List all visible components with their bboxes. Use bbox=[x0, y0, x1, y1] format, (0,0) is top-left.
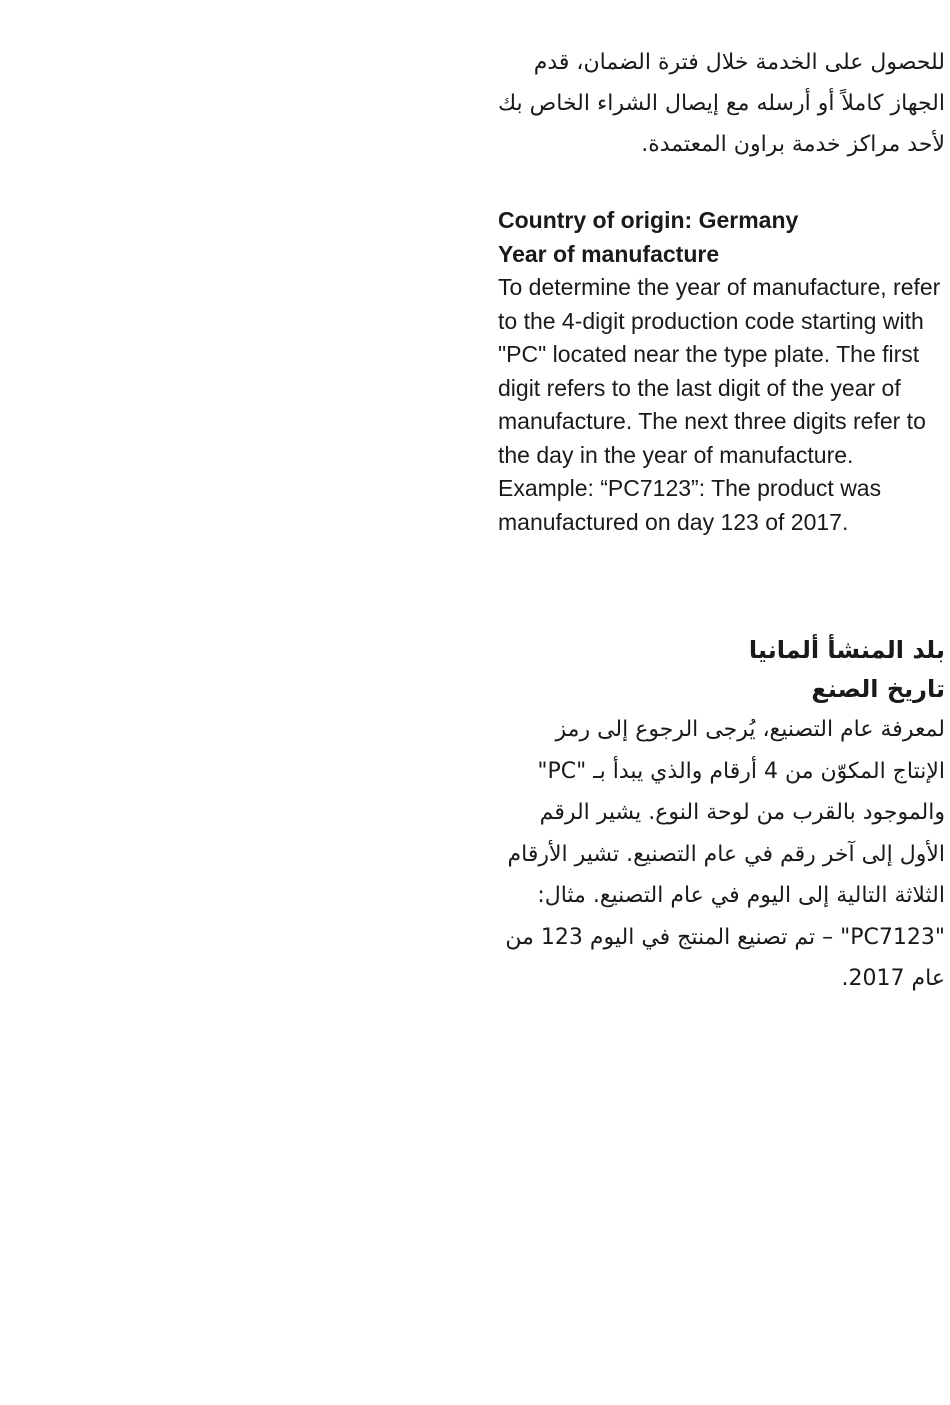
arabic-service-section bbox=[498, 42, 945, 165]
arabic-origin-section bbox=[498, 631, 945, 1000]
arabic-year-of-manufacture-heading: تاريخ الصنع bbox=[811, 675, 945, 703]
arabic-service-paragraph: للحصول على الخدمة خلال فترة الضمان، قدم الجهاز كاملاً أو أرسله مع إيصال الشراء الخاص بك لأحد مراكز خدمة براون المعتمدة. bbox=[497, 50, 945, 157]
year-of-manufacture-heading: Year of manufacture bbox=[498, 240, 720, 267]
year-of-manufacture-body: To determine the year of manufacture, refer to the 4-digit production code starting with "PC" located near the type plate. The first digit refers to the last digit of the year of manufacture. The next three digits refer to the day in the year of manufacture. Example: “PC7123”: The product was manufactured on day 123 of 2017. bbox=[498, 274, 941, 535]
arabic-country-of-origin-heading: بلد المنشأ ألمانيا bbox=[748, 636, 945, 664]
arabic-origin-paragraph bbox=[498, 631, 945, 1000]
arabic-year-of-manufacture-body: لمعرفة عام التصنيع، يُرجى الرجوع إلى رمز الإنتاج المكوّن من 4 أرقام والذي يبدأ بـ "PC" والموجود بالقرب من لوحة النوع. يشير الرقم الأول إلى آخر رقم في عام التصنيع. تشير الأرقام الثلاثة التالية إلى اليوم في عام التصنيع. مثال: "PC7123" – تم تصنيع المنتج في اليوم 123 من عام 2017. bbox=[505, 717, 945, 991]
country-of-origin-heading: Country of origin: Germany bbox=[498, 207, 799, 233]
english-origin-paragraph bbox=[498, 204, 945, 539]
english-origin-section bbox=[498, 204, 945, 539]
